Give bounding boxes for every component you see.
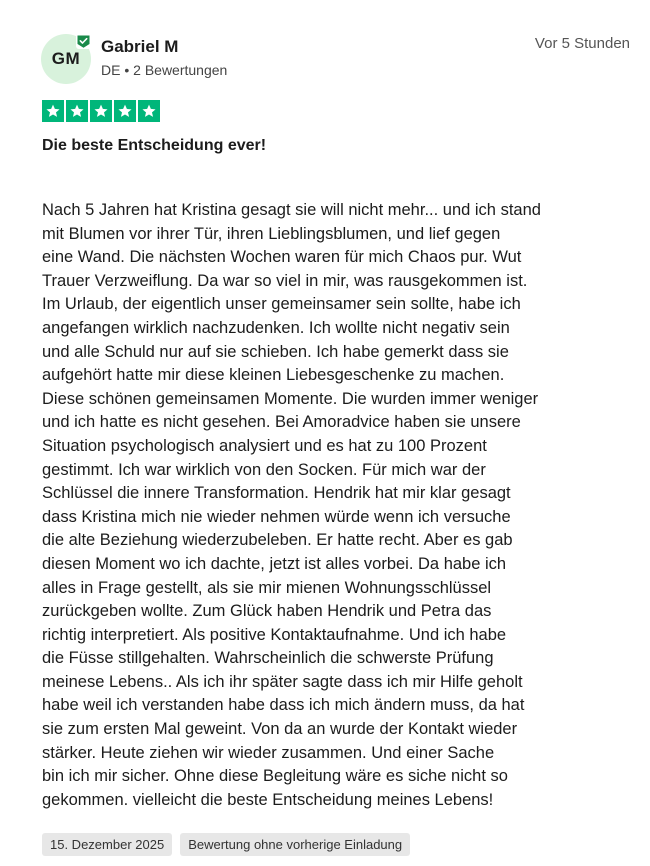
review-tags: [42, 833, 410, 856]
avatar-initials: GM: [51, 49, 81, 68]
invitation-status-tag[interactable]: Bewertung ohne vorherige Einladung: [180, 833, 410, 856]
reviewer-review-count[interactable]: 2 Bewertungen: [133, 62, 228, 78]
star-icon: [114, 100, 136, 122]
review-text: Nach 5 Jahren hat Kristina gesagt sie will nicht mehr... und ich stand mit Blumen vor ihrer Tür, ihren Lieblingsblumen, und lief gegen eine Wand. Die nächsten Wochen waren für mich Chaos pur. Wut Trauer Verzweiflung. Da war so viel in mir, was rausgekommen ist. Im Urlaub, der eigentlich unser gemeinsamer sein sollte, habe ich angefangen wirklich nachzudenken. Ich wollte nicht negativ sein und alle Schuld nur auf sie schieben. Ich habe gemerkt dass sie aufgehört hatte mir diese kleinen Liebesgeschenke zu machen. Diese schönen gemeinsamen Momente. Die wurden immer weniger und ich hatte es nicht gesehen. Bei Amoradvice haben sie unsere Situation psychologisch analysiert und es hat zu 100 Prozent gestimmt. Ich war wirklich von den Socken. Für mich war der Schlüssel die innere Transformation. Hendrik hat mir klar gesagt dass Kristina mich nie wieder nehmen würde wenn ich versuche die alte Beziehung wiederzubeleben. Er hatte recht. Aber es gab diesen Moment wo ich dachte, jetzt ist alles vorbei. Da habe ich alles in Frage gestellt, als sie mir mienen Wohnungsschlüssel zurückgeben wollte. Zum Glück haben Hendrik und Petra das richtig interpretiert. Als positive Kontaktaufnahme. Und ich habe die Füsse stillgehalten. Wahrscheinlich die schwerste Prüfung meinese Lebens.. Als ich ihr später sagte dass ich mir Hilfe geholt habe weil ich verstanden habe dass ich mich ändern muss, da hat sie zum ersten Mal geweint. Von da an wurde der Kontakt wieder stärker. Heute ziehen wir wieder zusammen. Und einer Sache bin ich mir sicher. Ohne diese Begleitung wäre es siche nicht so gekommen. vielleicht die beste Entscheidung meines Lebens!: [42, 201, 541, 809]
verified-badge-icon: [76, 34, 91, 49]
reviewer-country: DE: [101, 62, 121, 78]
reviewer-meta: [101, 62, 227, 78]
review-title[interactable]: Die beste Entscheidung ever!: [42, 137, 267, 154]
review-time: Vor 5 Stunden: [534, 35, 630, 52]
star-icon: [66, 100, 88, 122]
star-rating: [42, 100, 160, 122]
reviewer-name[interactable]: Gabriel M: [101, 37, 179, 56]
review-date-tag: 15. Dezember 2025: [42, 833, 172, 856]
star-icon: [138, 100, 160, 122]
star-icon: [90, 100, 112, 122]
star-icon: [42, 100, 64, 122]
meta-separator: •: [124, 62, 130, 78]
